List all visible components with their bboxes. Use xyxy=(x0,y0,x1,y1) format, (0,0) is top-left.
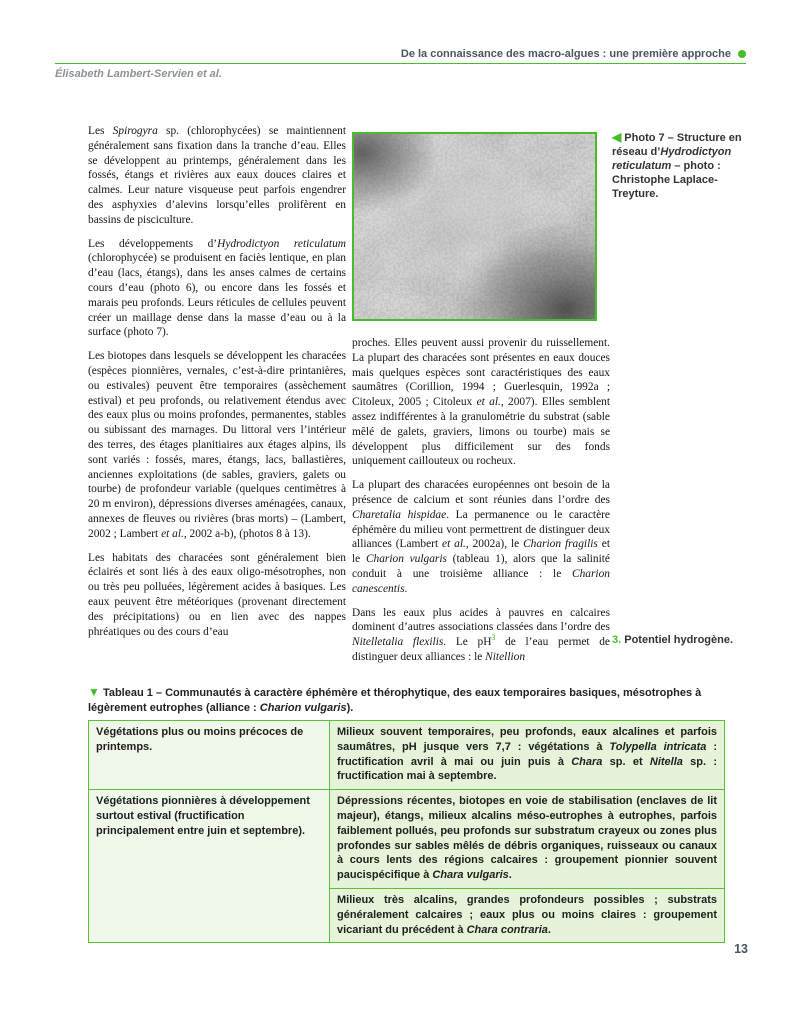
table-1 xyxy=(88,720,725,943)
right-column xyxy=(352,336,610,681)
page-number: 13 xyxy=(734,942,748,956)
paragraph-biotopes: Les biotopes dans lesquels se développent les characées (espèces pionnières, vernales, c’est-à-dire printanières, ou estivales) peuvent être temporaires (assèchement estival) et peu profonds, ou relativement étendus avec des eaux plus ou moins profondes, permanentes, stables ou subissant des marnages. Du littoral vers l’intérieur des terres, des étages planitiaires aux étages alpins, ils sont variés : fossés, mares, étangs, lacs, ballastières, anciennes exploitations (de sables, graviers, galets ou tourbe) de profondeur variable (quelques centimètres à 20 m environ), dépressions diverses aménagées, canaux, annexes de fleuves ou rivières (bras morts) – (Lambert, 2002 ; Lambert et al., 2002 a-b), (photos 8 à 13). xyxy=(88,350,346,540)
footnote-3 xyxy=(612,633,760,647)
author-line: Élisabeth Lambert-Servien et al. xyxy=(55,68,222,80)
photo-caption-text: Photo 7 – Structure en réseau d’Hydrodictyon reticulatum – photo : Christophe Laplace-Treyture. xyxy=(612,132,742,200)
table-cell-milieux-temporaires: Milieux souvent temporaires, peu profonds, eaux alcalines et parfois saumâtres, pH jusque vers 7,7 : végétations à Tolypella intricata : fructification avril à mai ou juin puis à Chara sp. et Nitella sp. : fructification mai à septembre. xyxy=(330,721,725,790)
running-head-title: De la connaissance des macro-algues : une première approche xyxy=(400,48,731,60)
paragraph-ph: Dans les eaux plus acides à pauvres en calcaires dominent d’autres associations classées dans l’ordre des Nitelletalia flexilis. Le $pH^3$ de l’eau permet de distinguer deux alliances : le Nitellion xyxy=(352,606,610,663)
table-cell-vegetations-pionnieres: Végétations pionnières à développement surtout estival (fructification principalement entre juin et septembre). xyxy=(89,790,330,943)
photo-7 xyxy=(352,132,597,321)
paragraph-habitats: Les habitats des characées sont généralement bien éclairés et sont liés à des eaux oligo-mésotrophes, non ou très peu polluées, légèrement acides à basiques. Les eaux peuvent être météoriques (provenant directement des précipitations) ou en lien avec des nappes phréatiques ou des cours d’eau xyxy=(88,551,346,638)
table-cell-milieux-alcalins: Milieux très alcalins, grandes profondeurs possibles ; substrats généralement calcaires ; eaux plus ou moins claires : groupement vicariant du précédent à Chara contraria. xyxy=(330,888,725,942)
left-column xyxy=(88,124,346,684)
table-pointer-icon: ▼ xyxy=(88,685,100,699)
table-cell-vegetations-precoces: Végétations plus ou moins précoces de printemps. xyxy=(89,721,330,790)
table-row xyxy=(89,790,725,889)
table-cell-depressions-recentes: Dépressions récentes, biotopes en voie de stabilisation (enclaves de lit majeur), étangs, milieux alcalins méso-eutrophes à eutrophes, parfois faiblement pollués, peu profonds sur substratum crayeux ou zones plus profondes sur sables mêlés de débris organiques, ruisseaux ou canaux à cours lents des régions calcaires : groupement pionnier souvent paucispécifique à Chara vulgaris. xyxy=(330,790,725,889)
photo-7-caption xyxy=(612,130,760,201)
header-rule xyxy=(55,63,746,64)
header-bullet-icon xyxy=(738,50,746,58)
footnote-number: 3. xyxy=(612,634,622,646)
table-row xyxy=(89,721,725,790)
paragraph-hydrodictyon: Les développements d’Hydrodictyon reticulatum (chlorophycée) se produisent en faciès lentique, en plan d’eau (lacs, étangs), dans les anses calmes de certains cours d’eau (photo 6), ou encore dans les fossés et marais peu profonds. Leurs réticules de cellules peuvent créer un maillage dense dans la masse d’eau ou à la surface (photo 7). xyxy=(88,237,346,339)
paragraph-calcium: La plupart des characées européennes ont besoin de la présence de calcium et sont réunies dans l’ordre des Charetalia hispidae. La permanence ou le caractère éphémère du milieu vont permettrent de distinguer deux alliances (Lambert et al., 2002a), le Charion fragilis et le Charion vulgaris (tableau 1), alors que la salinité conduit à une troisième alliance : le Charion canescentis. xyxy=(352,479,610,595)
table-caption-text: Tableau 1 – Communautés à caractère éphémère et thérophytique, des eaux temporaires basiques, mésotrophes à légèrement eutrophes (alliance : Charion vulgaris). xyxy=(88,687,702,714)
photo-7-image xyxy=(354,134,595,319)
footnote-text: Potentiel hydrogène. xyxy=(621,634,734,646)
photo-pointer-icon: ◀ xyxy=(612,130,622,144)
paragraph-eaux-douces: proches. Elles peuvent aussi provenir du ruissellement. La plupart des characées sont présentes en eaux douces mais quelques espèces sont caractéristiques des eaux saumâtres (Corillion, 1994 ; Guerlesquin, 1992a ; Citoleux, 2005 ; Citoleux et al., 2007). Elles semblent assez indifférentes à la granulométrie du substrat (sable mêlé de galets, graviers, limons ou tourbe) mais se développent plus difficilement sur des fonds uniquement caillouteux ou rocheux. xyxy=(352,337,610,468)
table-1-caption xyxy=(88,685,718,715)
running-head xyxy=(401,48,746,60)
paragraph-spirogyra: Les Spirogyra sp. (chlorophycées) se maintiennent généralement sans fixation dans la tranche d’eau. Elles se développent au printemps, généralement dans les fossés, étangs et rivières aux eaux douces claires et calmes. Leur nature visqueuse peut parfois engendrer des asphyxies d’alevins lorsqu’elles prolifèrent en bassins de pisciculture. xyxy=(88,125,346,226)
